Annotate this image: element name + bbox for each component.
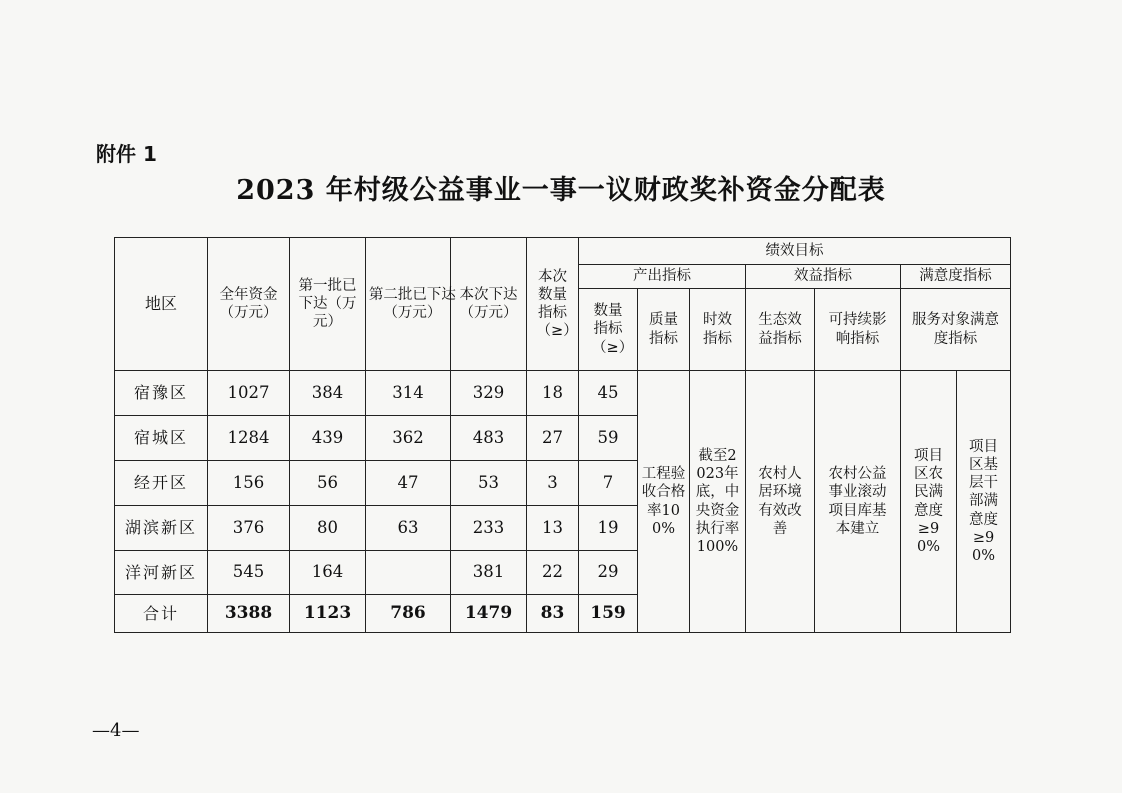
attachment-label: 附件 1: [96, 142, 157, 166]
cell-qty: 159: [579, 595, 638, 633]
cell-current: 329: [451, 371, 527, 416]
cell-qty: 19: [579, 506, 638, 551]
cell-first: 80: [290, 506, 366, 551]
cell-annual: 156: [208, 461, 290, 506]
cell-first: 164: [290, 551, 366, 595]
cell-annual: 3388: [208, 595, 290, 633]
cell-second: 786: [366, 595, 451, 633]
header-second-batch: 第二批已下达（万元）: [366, 238, 451, 371]
cell-first: 56: [290, 461, 366, 506]
cell-current: 1479: [451, 595, 527, 633]
cell-quality-merged: 工程验收合格率100%: [638, 371, 690, 633]
cell-qty: 45: [579, 371, 638, 416]
header-service: 服务对象满意度指标: [901, 289, 1011, 371]
cell-region: 洋河新区: [115, 551, 208, 595]
cell-region: 湖滨新区: [115, 506, 208, 551]
header-region: 地区: [115, 238, 208, 371]
cell-annual: 1284: [208, 416, 290, 461]
cell-current: 233: [451, 506, 527, 551]
cell-first: 1123: [290, 595, 366, 633]
cell-second: 47: [366, 461, 451, 506]
table-row: [115, 371, 1011, 416]
cell-current: 381: [451, 551, 527, 595]
cell-first: 439: [290, 416, 366, 461]
allocation-table: [114, 237, 1011, 633]
cell-sustain-merged: 农村公益事业滚动项目库基本建立: [815, 371, 901, 633]
cell-qty-current: 22: [527, 551, 579, 595]
cell-qty-current: 18: [527, 371, 579, 416]
header-first-batch: 第一批已下达（万元）: [290, 238, 366, 371]
cell-region: 宿豫区: [115, 371, 208, 416]
header-quality: 质量指标: [638, 289, 690, 371]
cell-qty-current: 83: [527, 595, 579, 633]
cell-region: 经开区: [115, 461, 208, 506]
header-annual: 全年资金（万元）: [208, 238, 290, 371]
cell-qty: 59: [579, 416, 638, 461]
cell-region: 宿城区: [115, 416, 208, 461]
cell-annual: 545: [208, 551, 290, 595]
header-qty: 数量指标（≥）: [579, 289, 638, 371]
cell-second: [366, 551, 451, 595]
cell-sat-farmer-merged: 项目区农民满意度≥90%: [901, 371, 957, 633]
cell-qty-current: 13: [527, 506, 579, 551]
cell-timeliness-merged: 截至2023年底，中央资金执行率100%: [690, 371, 746, 633]
cell-first: 384: [290, 371, 366, 416]
header-output: 产出指标: [579, 265, 746, 289]
header-benefit: 效益指标: [746, 265, 901, 289]
cell-sat-cadre-merged: 项目区基层干部满意度≥90%: [957, 371, 1011, 633]
header-satisfaction: 满意度指标: [901, 265, 1011, 289]
cell-qty-current: 3: [527, 461, 579, 506]
cell-qty-current: 27: [527, 416, 579, 461]
header-timeliness: 时效指标: [690, 289, 746, 371]
cell-current: 53: [451, 461, 527, 506]
cell-second: 314: [366, 371, 451, 416]
cell-second: 362: [366, 416, 451, 461]
cell-eco-merged: 农村人居环境有效改善: [746, 371, 815, 633]
cell-qty: 7: [579, 461, 638, 506]
cell-annual: 376: [208, 506, 290, 551]
header-sustain: 可持续影响指标: [815, 289, 901, 371]
header-qty-current: 本次数量指标（≥）: [527, 238, 579, 371]
cell-qty: 29: [579, 551, 638, 595]
header-eco: 生态效益指标: [746, 289, 815, 371]
cell-current: 483: [451, 416, 527, 461]
cell-second: 63: [366, 506, 451, 551]
cell-annual: 1027: [208, 371, 290, 416]
page-number: —4—: [92, 720, 140, 741]
header-current: 本次下达（万元）: [451, 238, 527, 371]
page-title: 2023 年村级公益事业一事一议财政奖补资金分配表: [236, 175, 886, 206]
cell-region: 合计: [115, 595, 208, 633]
header-performance: 绩效目标: [579, 238, 1011, 265]
